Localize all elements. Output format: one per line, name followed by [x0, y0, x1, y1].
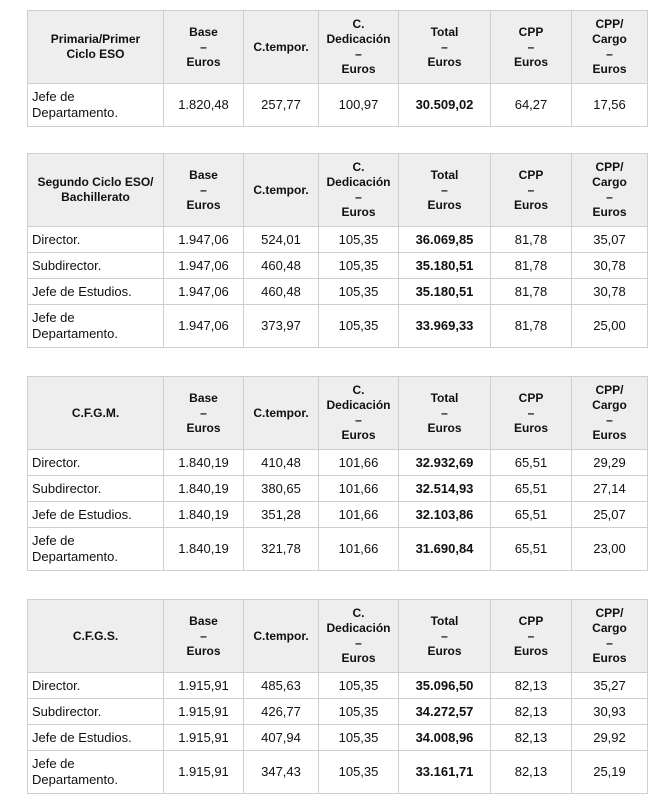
cpp-cargo-cell: 23,00 [572, 528, 648, 571]
cpp-cargo-cell: 35,27 [572, 673, 648, 699]
column-header-cpp: CPP – Euros [491, 11, 572, 84]
base-cell: 1.840,19 [164, 528, 244, 571]
table-row [28, 725, 648, 751]
table-row [28, 476, 648, 502]
table-row [28, 673, 648, 699]
column-header-cpp-cargo: CPP/ Cargo – Euros [572, 154, 648, 227]
c-tempor-cell: 373,97 [244, 305, 319, 348]
cargo-cell: Jefe de Estudios. [28, 279, 164, 305]
table-row [28, 699, 648, 725]
table-row [28, 227, 648, 253]
column-header-cpp-cargo: CPP/ Cargo – Euros [572, 11, 648, 84]
total-cell: 35.180,51 [399, 279, 491, 305]
cpp-cargo-cell: 29,29 [572, 450, 648, 476]
cargo-cell: Jefe de Departamento. [28, 751, 164, 794]
base-cell: 1.915,91 [164, 751, 244, 794]
total-cell: 32.103,86 [399, 502, 491, 528]
column-header-cpp-cargo: CPP/ Cargo – Euros [572, 600, 648, 673]
cargo-cell: Jefe de Estudios. [28, 725, 164, 751]
cpp-cell: 65,51 [491, 528, 572, 571]
base-cell: 1.947,06 [164, 279, 244, 305]
column-header-c-dedicacion: C. Dedicación – Euros [319, 600, 399, 673]
column-header-cpp: CPP – Euros [491, 600, 572, 673]
cpp-cargo-cell: 25,00 [572, 305, 648, 348]
base-cell: 1.915,91 [164, 673, 244, 699]
c-dedicacion-cell: 101,66 [319, 476, 399, 502]
salary-table [27, 376, 648, 571]
cargo-cell: Jefe de Estudios. [28, 502, 164, 528]
base-cell: 1.840,19 [164, 502, 244, 528]
column-header-c-tempor: C.tempor. [244, 600, 319, 673]
table-row [28, 279, 648, 305]
c-dedicacion-cell: 105,35 [319, 227, 399, 253]
table-row [28, 253, 648, 279]
column-header-c-dedicacion: C. Dedicación – Euros [319, 11, 399, 84]
table-header-row [28, 377, 648, 450]
total-cell: 35.180,51 [399, 253, 491, 279]
cpp-cell: 82,13 [491, 725, 572, 751]
c-dedicacion-cell: 105,35 [319, 253, 399, 279]
c-tempor-cell: 407,94 [244, 725, 319, 751]
c-tempor-cell: 380,65 [244, 476, 319, 502]
cargo-cell: Jefe de Departamento. [28, 528, 164, 571]
column-header-total: Total – Euros [399, 600, 491, 673]
base-cell: 1.915,91 [164, 725, 244, 751]
c-dedicacion-cell: 105,35 [319, 305, 399, 348]
table-row [28, 751, 648, 794]
total-cell: 30.509,02 [399, 84, 491, 127]
column-header-total: Total – Euros [399, 377, 491, 450]
total-cell: 32.514,93 [399, 476, 491, 502]
c-dedicacion-cell: 105,35 [319, 279, 399, 305]
column-header-c-dedicacion: C. Dedicación – Euros [319, 377, 399, 450]
base-cell: 1.840,19 [164, 476, 244, 502]
c-dedicacion-cell: 105,35 [319, 725, 399, 751]
cpp-cell: 81,78 [491, 253, 572, 279]
column-header-c-tempor: C.tempor. [244, 377, 319, 450]
cargo-cell: Jefe de Departamento. [28, 84, 164, 127]
c-tempor-cell: 257,77 [244, 84, 319, 127]
table-row [28, 305, 648, 348]
c-dedicacion-cell: 101,66 [319, 528, 399, 571]
cargo-cell: Jefe de Departamento. [28, 305, 164, 348]
c-dedicacion-cell: 105,35 [319, 673, 399, 699]
table-title: Primaria/Primer Ciclo ESO [28, 11, 164, 84]
cargo-cell: Director. [28, 673, 164, 699]
base-cell: 1.947,06 [164, 305, 244, 348]
c-tempor-cell: 485,63 [244, 673, 319, 699]
cpp-cell: 81,78 [491, 227, 572, 253]
total-cell: 34.008,96 [399, 725, 491, 751]
table-row [28, 502, 648, 528]
c-tempor-cell: 524,01 [244, 227, 319, 253]
c-tempor-cell: 321,78 [244, 528, 319, 571]
salary-table [27, 10, 648, 127]
salary-table [27, 153, 648, 348]
column-header-base: Base – Euros [164, 154, 244, 227]
column-header-cpp: CPP – Euros [491, 154, 572, 227]
cpp-cell: 64,27 [491, 84, 572, 127]
total-cell: 33.969,33 [399, 305, 491, 348]
cargo-cell: Subdirector. [28, 476, 164, 502]
cpp-cargo-cell: 30,93 [572, 699, 648, 725]
table-title: C.F.G.S. [28, 600, 164, 673]
cpp-cargo-cell: 30,78 [572, 253, 648, 279]
cpp-cell: 65,51 [491, 502, 572, 528]
c-dedicacion-cell: 105,35 [319, 699, 399, 725]
total-cell: 36.069,85 [399, 227, 491, 253]
salary-table [27, 599, 648, 794]
cpp-cell: 82,13 [491, 751, 572, 794]
cargo-cell: Director. [28, 227, 164, 253]
base-cell: 1.840,19 [164, 450, 244, 476]
cargo-cell: Director. [28, 450, 164, 476]
cpp-cell: 65,51 [491, 476, 572, 502]
cpp-cell: 81,78 [491, 279, 572, 305]
c-tempor-cell: 460,48 [244, 279, 319, 305]
c-dedicacion-cell: 101,66 [319, 450, 399, 476]
cargo-cell: Subdirector. [28, 253, 164, 279]
column-header-total: Total – Euros [399, 154, 491, 227]
table-header-row [28, 154, 648, 227]
column-header-base: Base – Euros [164, 377, 244, 450]
c-tempor-cell: 460,48 [244, 253, 319, 279]
c-dedicacion-cell: 101,66 [319, 502, 399, 528]
cpp-cell: 82,13 [491, 699, 572, 725]
base-cell: 1.915,91 [164, 699, 244, 725]
column-header-c-tempor: C.tempor. [244, 154, 319, 227]
cpp-cargo-cell: 35,07 [572, 227, 648, 253]
total-cell: 33.161,71 [399, 751, 491, 794]
c-tempor-cell: 347,43 [244, 751, 319, 794]
column-header-base: Base – Euros [164, 11, 244, 84]
total-cell: 35.096,50 [399, 673, 491, 699]
column-header-cpp: CPP – Euros [491, 377, 572, 450]
table-header-row [28, 600, 648, 673]
table-title: C.F.G.M. [28, 377, 164, 450]
column-header-base: Base – Euros [164, 600, 244, 673]
table-row [28, 84, 648, 127]
column-header-c-tempor: C.tempor. [244, 11, 319, 84]
cpp-cargo-cell: 17,56 [572, 84, 648, 127]
c-dedicacion-cell: 100,97 [319, 84, 399, 127]
cpp-cargo-cell: 25,07 [572, 502, 648, 528]
c-tempor-cell: 426,77 [244, 699, 319, 725]
cpp-cargo-cell: 30,78 [572, 279, 648, 305]
table-title: Segundo Ciclo ESO/ Bachillerato [28, 154, 164, 227]
cargo-cell: Subdirector. [28, 699, 164, 725]
cpp-cell: 82,13 [491, 673, 572, 699]
cpp-cell: 81,78 [491, 305, 572, 348]
base-cell: 1.820,48 [164, 84, 244, 127]
cpp-cell: 65,51 [491, 450, 572, 476]
c-tempor-cell: 410,48 [244, 450, 319, 476]
c-dedicacion-cell: 105,35 [319, 751, 399, 794]
cpp-cargo-cell: 25,19 [572, 751, 648, 794]
cpp-cargo-cell: 29,92 [572, 725, 648, 751]
column-header-total: Total – Euros [399, 11, 491, 84]
total-cell: 32.932,69 [399, 450, 491, 476]
base-cell: 1.947,06 [164, 253, 244, 279]
table-row [28, 450, 648, 476]
base-cell: 1.947,06 [164, 227, 244, 253]
total-cell: 31.690,84 [399, 528, 491, 571]
cpp-cargo-cell: 27,14 [572, 476, 648, 502]
table-row [28, 528, 648, 571]
c-tempor-cell: 351,28 [244, 502, 319, 528]
total-cell: 34.272,57 [399, 699, 491, 725]
column-header-c-dedicacion: C. Dedicación – Euros [319, 154, 399, 227]
table-header-row [28, 11, 648, 84]
column-header-cpp-cargo: CPP/ Cargo – Euros [572, 377, 648, 450]
